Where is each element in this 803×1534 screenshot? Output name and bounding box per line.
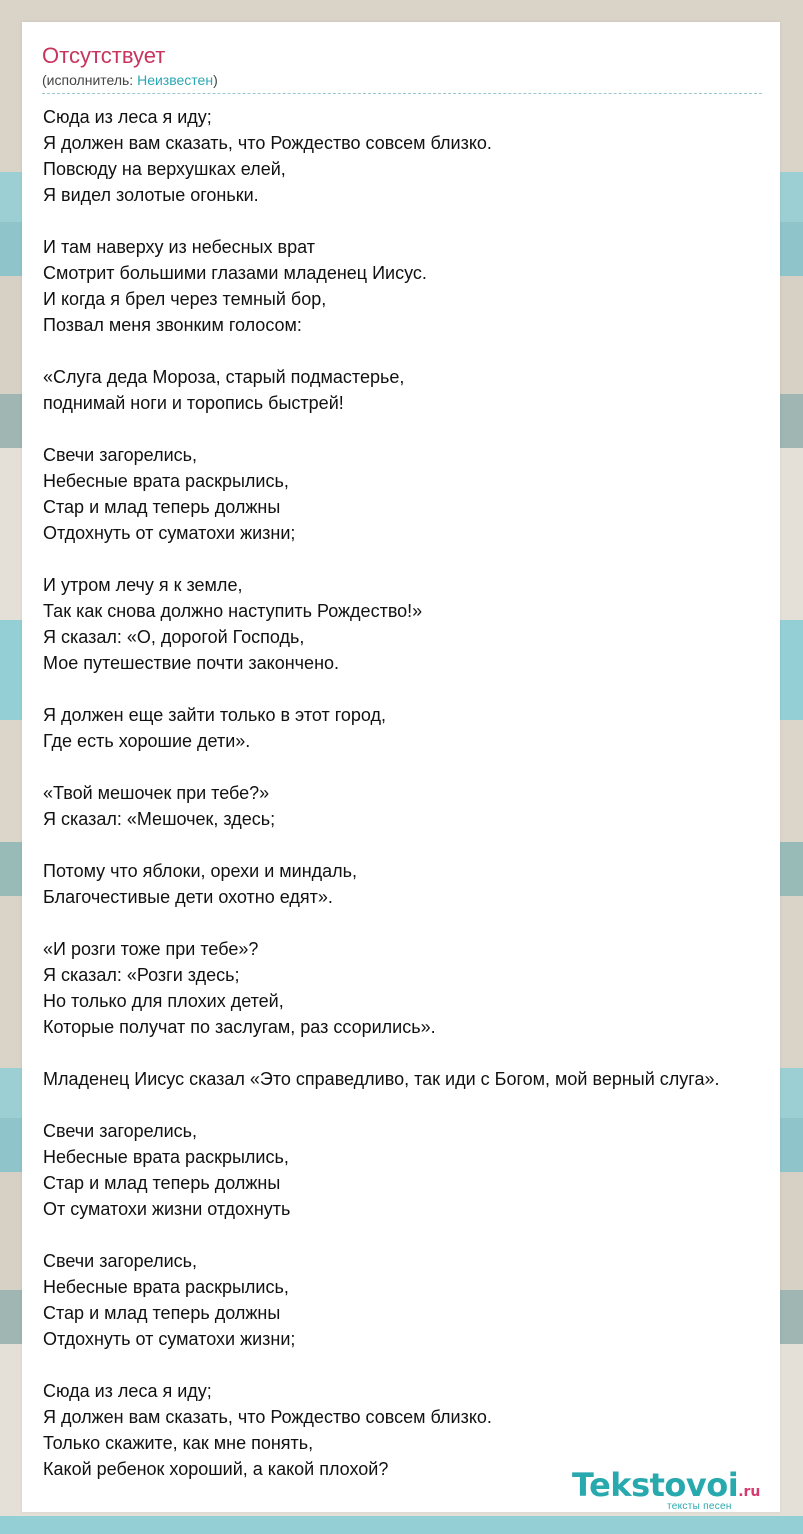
stanza-gap bbox=[43, 208, 803, 234]
lyric-line: Стар и млад теперь должны bbox=[43, 497, 281, 517]
stanza-gap bbox=[43, 910, 803, 936]
lyric-line: «И розги тоже при тебе»? bbox=[43, 939, 259, 959]
lyric-line: Небесные врата раскрылись, bbox=[43, 1147, 289, 1167]
artist-link[interactable]: Неизвестен bbox=[137, 72, 214, 88]
lyric-line: Я должен вам сказать, что Рождество совсем близко. bbox=[43, 133, 492, 153]
lyric-line: Стар и млад теперь должны bbox=[43, 1303, 281, 1323]
lyric-line: Благочестивые дети охотно едят». bbox=[43, 887, 333, 907]
stanza-gap bbox=[43, 1092, 803, 1118]
stanza-gap bbox=[43, 1040, 803, 1066]
song-title: Отсутствует bbox=[42, 43, 166, 68]
lyric-line: Я сказал: «Мешочек, здесь; bbox=[43, 809, 276, 829]
lyric-line: Небесные врата раскрылись, bbox=[43, 1277, 289, 1297]
stanza-gap bbox=[43, 1352, 803, 1378]
lyric-line: Я видел золотые огоньки. bbox=[43, 185, 259, 205]
lyric-line: поднимай ноги и торопись быстрей! bbox=[43, 393, 344, 413]
lyric-line: Я сказал: «Розги здесь; bbox=[43, 965, 240, 985]
lyric-line: Младенец Иисус сказал «Это справедливо, так иди с Богом, мой верный слуга». bbox=[43, 1069, 720, 1089]
lyric-line: Отдохнуть от суматохи жизни; bbox=[43, 523, 296, 543]
lyric-line: Сюда из леса я иду; bbox=[43, 1381, 212, 1401]
logo-name: Tekstovoi bbox=[572, 1466, 739, 1504]
lyric-line: И утром лечу я к земле, bbox=[43, 575, 243, 595]
lyric-line: Но только для плохих детей, bbox=[43, 991, 284, 1011]
lyric-line: Какой ребенок хороший, а какой плохой? bbox=[43, 1459, 389, 1479]
artist-line bbox=[42, 70, 762, 90]
lyric-line: Стар и млад теперь должны bbox=[43, 1173, 281, 1193]
lyric-line: Мое путешествие почти закончено. bbox=[43, 653, 340, 673]
lyric-line: Позвал меня звонким голосом: bbox=[43, 315, 302, 335]
lyric-line: Смотрит большими глазами младенец Иисус. bbox=[43, 263, 427, 283]
artist-prefix: (исполнитель: bbox=[42, 72, 138, 88]
logo-tagline: тексты песен bbox=[667, 1501, 732, 1512]
stanza-gap bbox=[43, 754, 803, 780]
lyrics-text bbox=[43, 104, 803, 1482]
lyrics-card bbox=[22, 22, 780, 1512]
artist-suffix: ) bbox=[213, 72, 218, 88]
song-header bbox=[42, 42, 762, 94]
lyric-line: Потому что яблоки, орехи и миндаль, bbox=[43, 861, 358, 881]
lyric-line: От суматохи жизни отдохнуть bbox=[43, 1199, 291, 1219]
lyric-line: Только скажите, как мне понять, bbox=[43, 1433, 314, 1453]
lyric-line: Повсюду на верхушках елей, bbox=[43, 159, 286, 179]
stanza-gap bbox=[43, 416, 803, 442]
stanza-gap bbox=[43, 338, 803, 364]
stanza-gap bbox=[43, 1222, 803, 1248]
lyric-line: И там наверху из небесных врат bbox=[43, 237, 315, 257]
lyric-line: Которые получат по заслугам, раз ссорились». bbox=[43, 1017, 436, 1037]
lyric-line: Так как снова должно наступить Рождество!» bbox=[43, 601, 423, 621]
lyric-line: Небесные врата раскрылись, bbox=[43, 471, 289, 491]
lyric-line: Свечи загорелись, bbox=[43, 445, 198, 465]
lyric-line: Где есть хорошие дети». bbox=[43, 731, 251, 751]
lyric-line: Сюда из леса я иду; bbox=[43, 107, 212, 127]
lyric-line: Я сказал: «О, дорогой Господь, bbox=[43, 627, 305, 647]
stanza-gap bbox=[43, 676, 803, 702]
lyric-line: И когда я брел через темный бор, bbox=[43, 289, 327, 309]
lyric-line: «Твой мешочек при тебе?» bbox=[43, 783, 270, 803]
lyric-line: Отдохнуть от суматохи жизни; bbox=[43, 1329, 296, 1349]
site-logo[interactable] bbox=[572, 1467, 782, 1517]
lyric-line: Свечи загорелись, bbox=[43, 1251, 198, 1271]
lyric-line: Я должен вам сказать, что Рождество совсем близко. bbox=[43, 1407, 492, 1427]
lyric-line: Свечи загорелись, bbox=[43, 1121, 198, 1141]
stanza-gap bbox=[43, 832, 803, 858]
lyric-line: Я должен еще зайти только в этот город, bbox=[43, 705, 387, 725]
stanza-gap bbox=[43, 546, 803, 572]
logo-tld: .ru bbox=[738, 1484, 761, 1500]
lyric-line: «Слуга деда Мороза, старый подмастерье, bbox=[43, 367, 405, 387]
